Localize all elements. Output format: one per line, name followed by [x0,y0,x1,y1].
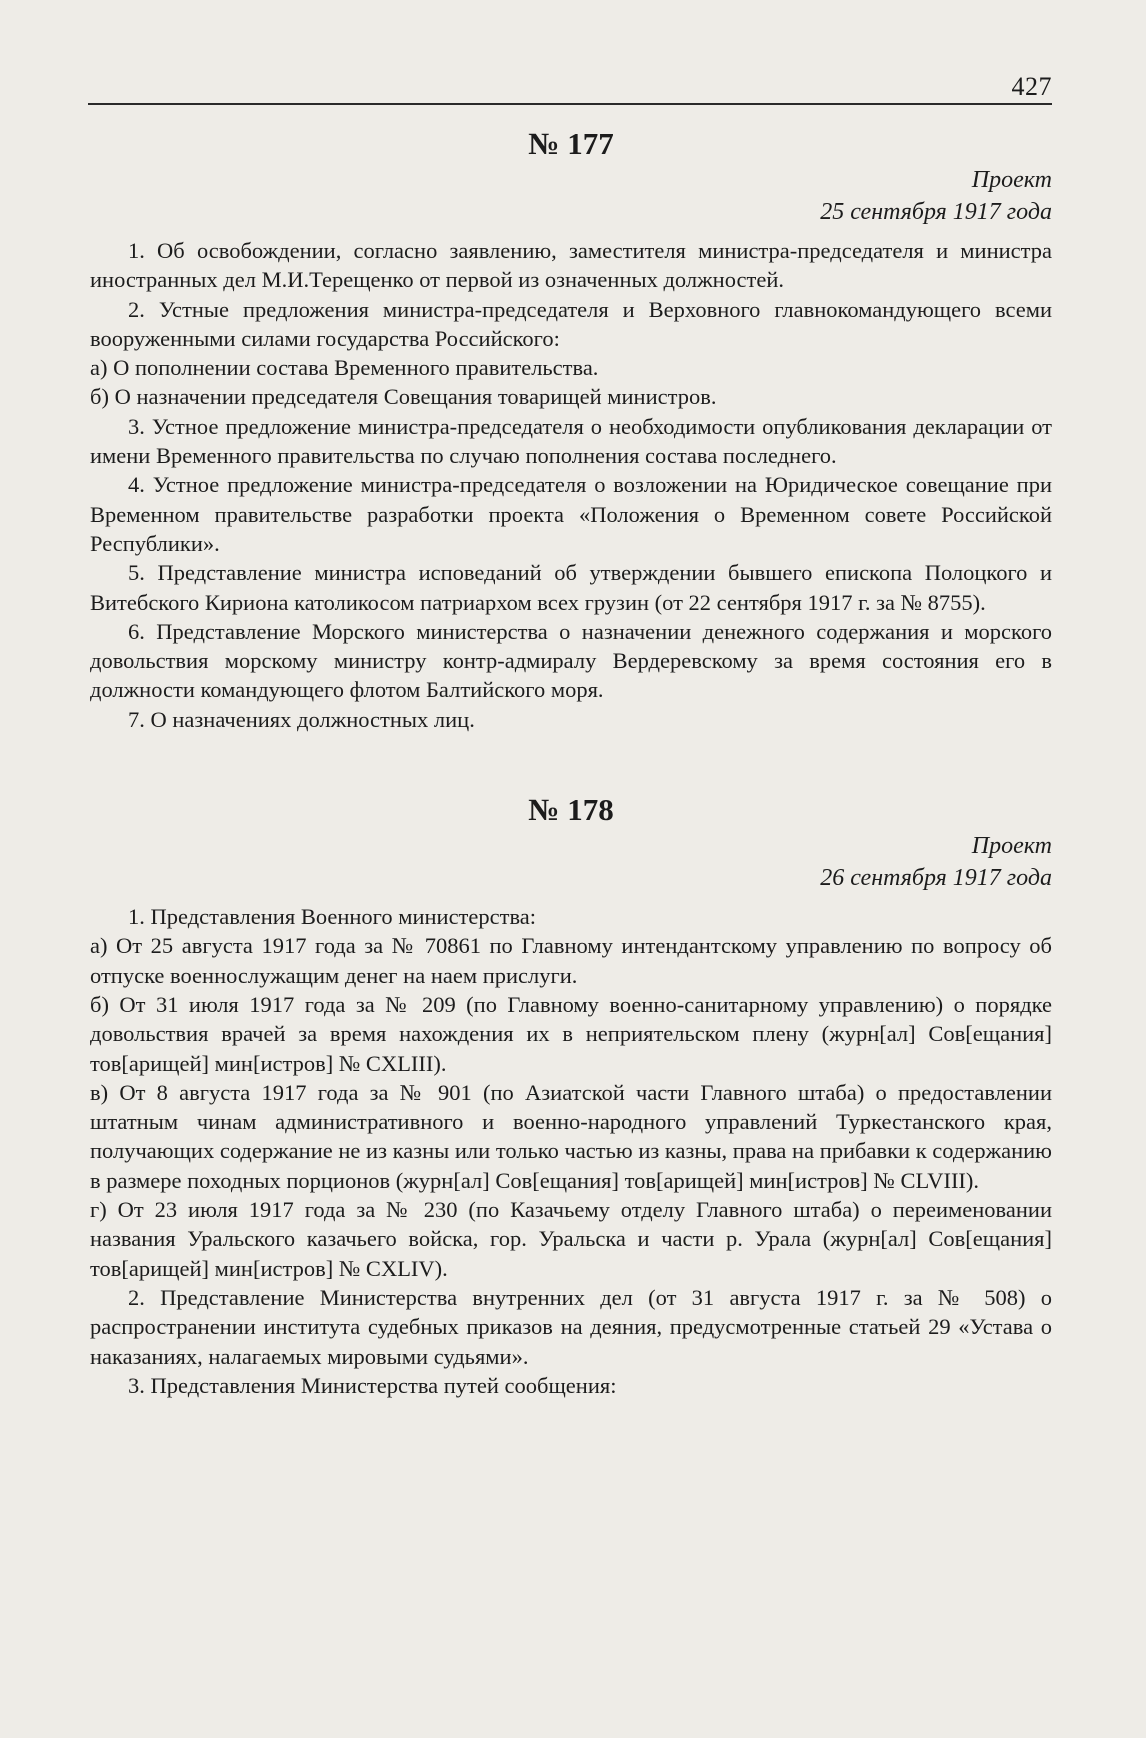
agenda-subitem: б) О назначении председателя Совещания товарищей министров. [90,384,717,410]
document-title: № 178 [528,792,614,828]
agenda-item: 3. Устное предложение министра-председателя о необходимости опубликования декларации от имени Временного правительства по случаю пополнения состава последнего. [90,413,1052,469]
agenda-item: 7. О назначениях должностных лиц. [128,706,475,732]
page-content [90,124,1052,1400]
agenda-item: 1. Представления Военного министерства: [128,904,537,930]
document-177 [90,124,1052,734]
document-title: № 177 [528,126,614,161]
agenda-item: 3. Представления Министерства путей сообщения: [128,1372,617,1398]
document-178 [90,790,1052,1400]
page-number: 427 [1011,72,1052,101]
agenda-subitem: в) От 8 августа 1917 года за № 901 (по Азиатской части Главного штаба) о предоставлении штатным чинам административного и военно-народного управлений Туркестанского края, получающих содержание не из казны или только частью из казны, права на прибавки к содержанию в размере походных порционов (журн[ал] Сов[ещания] тов[арищей] мин[истров] № CLVIII). [90,1079,1052,1193]
agenda-subitem: г) От 23 июля 1917 года за № 230 (по Казачьему отделу Главного штаба) о переименовании названия Уральского казачьего войска, гор. Уральска и части р. Урала (журн[ал] Сов[ещания] тов[арищей] мин[истров] № CXLIV). [90,1197,1052,1281]
document-date: 26 сентября 1917 года [820,865,1052,892]
section-gap [90,734,1052,790]
agenda-item: 5. Представление министра исповеданий об утверждении бывшего епископа Полоцкого и Витебского Кириона католикосом патриархом всех грузин (от 22 сентября 1917 г. за № 8755). [90,560,1052,615]
agenda-item: 6. Представление Морского министерства о назначении денежного содержания и морского довольствия морскому министру контр-адмиралу Вердеревскому за время состояния его в должности командующего флотом Балтийского моря. [90,618,1052,703]
header-rule [88,103,1052,105]
agenda-item: 4. Устное предложение министра-председателя о возложении на Юридическое совещание при Временном правительстве разработки проекта «Положения о Временном совете Российской Республики». [90,472,1052,556]
document-date: 25 сентября 1917 года [820,199,1052,225]
document-kind: Проект [971,833,1052,860]
agenda-subitem: б) От 31 июля 1917 года за № 209 (по Главному военно-санитарному управлению) о порядке довольствия врачей за время нахождения их в неприятельском плену (журн[ал] Сов[ещания] тов[арищей] мин[истров] № CXLIII). [90,991,1052,1076]
agenda-subitem: а) О пополнении состава Временного правительства. [90,355,599,381]
agenda-subitem: а) От 25 августа 1917 года за № 70861 по Главному интендантскому управлению по вопросу об отпуске военнослужащим денег на наем прислуги. [90,933,1052,988]
document-kind: Проект [971,167,1052,193]
agenda-item: 2. Устные предложения министра-председателя и Верховного главнокомандующего всеми вооруженными силами государства Российского: [90,296,1052,351]
agenda-item: 2. Представление Министерства внутренних дел (от 31 августа 1917 г. за № 508) о распространении института судебных приказов на деяния, предусмотренные статьей 29 «Устава о наказаниях, налагаемых мировыми судьями». [90,1284,1052,1369]
agenda-item: 1. Об освобождении, согласно заявлению, заместителя министра-председателя и министра иностранных дел М.И.Терещенко от первой из означенных должностей. [90,238,1052,293]
